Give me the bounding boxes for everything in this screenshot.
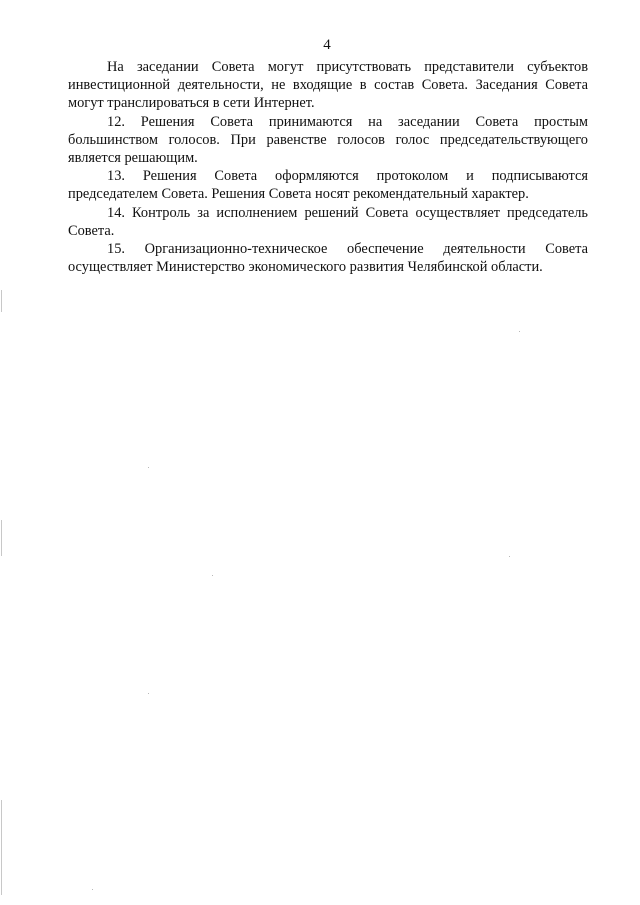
document-body [68,58,588,276]
paragraph-council-meeting-attendance: На заседании Совета могут присутствовать представители субъектов инвестиционной деятельности, не входящие в состав Совета. Заседания Совета могут транслироваться в сети Интернет. [68,59,588,112]
paragraph-13-decisions-protocol: 13. Решения Совета оформляются протоколом и подписываются председателем Совета. Решения Совета носят рекомендательный характер. [68,168,588,203]
paragraph-14-control: 14. Контроль за исполнением решений Совета осуществляет председатель Совета. [68,204,588,239]
scan-artifact [148,467,149,468]
scan-artifact [212,575,213,576]
paragraph-12-decisions-voting: 12. Решения Совета принимаются на заседании Совета простым большинством голосов. При равенстве голосов голос председательствующего является решающим. [68,113,588,167]
scan-edge-mark [1,800,2,895]
scan-artifact [509,556,510,557]
paragraph-15-organizational-support: 15. Организационно-техническое обеспечение деятельности Совета осуществляет Министерство экономического развития Челябинской области. [68,241,588,276]
scan-artifact [148,693,149,694]
page-number: 4 [323,37,331,53]
scan-artifact [92,889,93,890]
scan-edge-mark [1,290,2,312]
scan-artifact [519,331,520,332]
scan-edge-mark [1,520,2,556]
